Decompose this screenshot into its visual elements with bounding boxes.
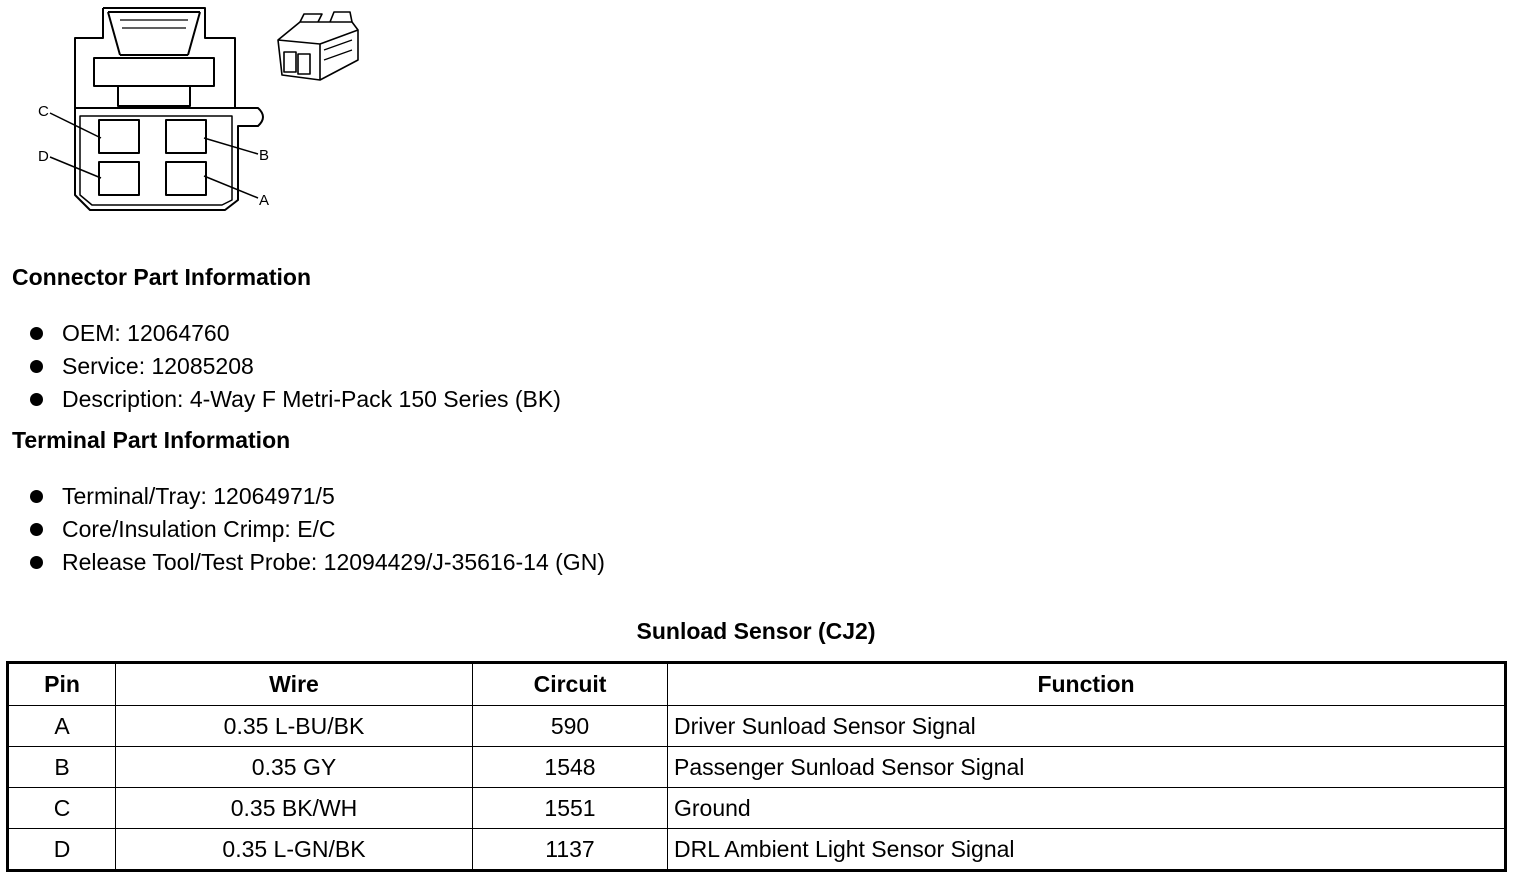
bullet-icon (30, 490, 43, 503)
cell-circuit: 1548 (473, 747, 668, 788)
header-function: Function (668, 663, 1506, 706)
cell-pin: D (8, 829, 116, 871)
list-item (0, 513, 605, 546)
table-title: Sunload Sensor (CJ2) (636, 618, 876, 644)
header-circuit: Circuit (473, 663, 668, 706)
list-item-text: Description: 4-Way F Metri-Pack 150 Series (BK) (62, 386, 561, 412)
header-pin: Pin (8, 663, 116, 706)
list-item (0, 480, 605, 513)
bullet-icon (30, 393, 43, 406)
cell-function: Driver Sunload Sensor Signal (668, 706, 1506, 747)
cell-wire: 0.35 GY (116, 747, 473, 788)
terminal-info-heading: Terminal Part Information (12, 427, 291, 453)
list-item (0, 546, 605, 579)
table-row (8, 706, 1506, 747)
list-item-text: Service: 12085208 (62, 353, 254, 379)
bullet-icon (30, 556, 43, 569)
list-item-text: Release Tool/Test Probe: 12094429/J-35616-14 (GN) (62, 549, 605, 575)
cell-circuit: 1137 (473, 829, 668, 871)
header-wire: Wire (116, 663, 473, 706)
table-row (8, 788, 1506, 829)
pin-label-c: C (38, 103, 49, 120)
table-row (8, 829, 1506, 871)
bullet-icon (30, 523, 43, 536)
cell-function: DRL Ambient Light Sensor Signal (668, 829, 1506, 871)
pin-label-b: B (259, 147, 270, 164)
list-item-text: OEM: 12064760 (62, 320, 230, 346)
cell-circuit: 590 (473, 706, 668, 747)
pinout-table (6, 661, 1507, 872)
table-row (8, 747, 1506, 788)
connector-info-list (0, 317, 561, 416)
cell-function: Passenger Sunload Sensor Signal (668, 747, 1506, 788)
cell-pin: A (8, 706, 116, 747)
pin-label-a: A (259, 192, 270, 209)
list-item (0, 317, 561, 350)
bullet-icon (30, 327, 43, 340)
cell-pin: B (8, 747, 116, 788)
cell-wire: 0.35 L-BU/BK (116, 706, 473, 747)
bullet-icon (30, 360, 43, 373)
list-item (0, 350, 561, 383)
list-item (0, 383, 561, 416)
connector-info-heading: Connector Part Information (12, 264, 312, 290)
list-item-text: Core/Insulation Crimp: E/C (62, 516, 336, 542)
cell-pin: C (8, 788, 116, 829)
table-header-row (8, 663, 1506, 706)
cell-function: Ground (668, 788, 1506, 829)
terminal-info-list (0, 480, 605, 579)
cell-circuit: 1551 (473, 788, 668, 829)
list-item-text: Terminal/Tray: 12064971/5 (62, 483, 335, 509)
connector-face-diagram (0, 0, 380, 230)
cell-wire: 0.35 BK/WH (116, 788, 473, 829)
cell-wire: 0.35 L-GN/BK (116, 829, 473, 871)
pin-label-d: D (38, 148, 49, 165)
